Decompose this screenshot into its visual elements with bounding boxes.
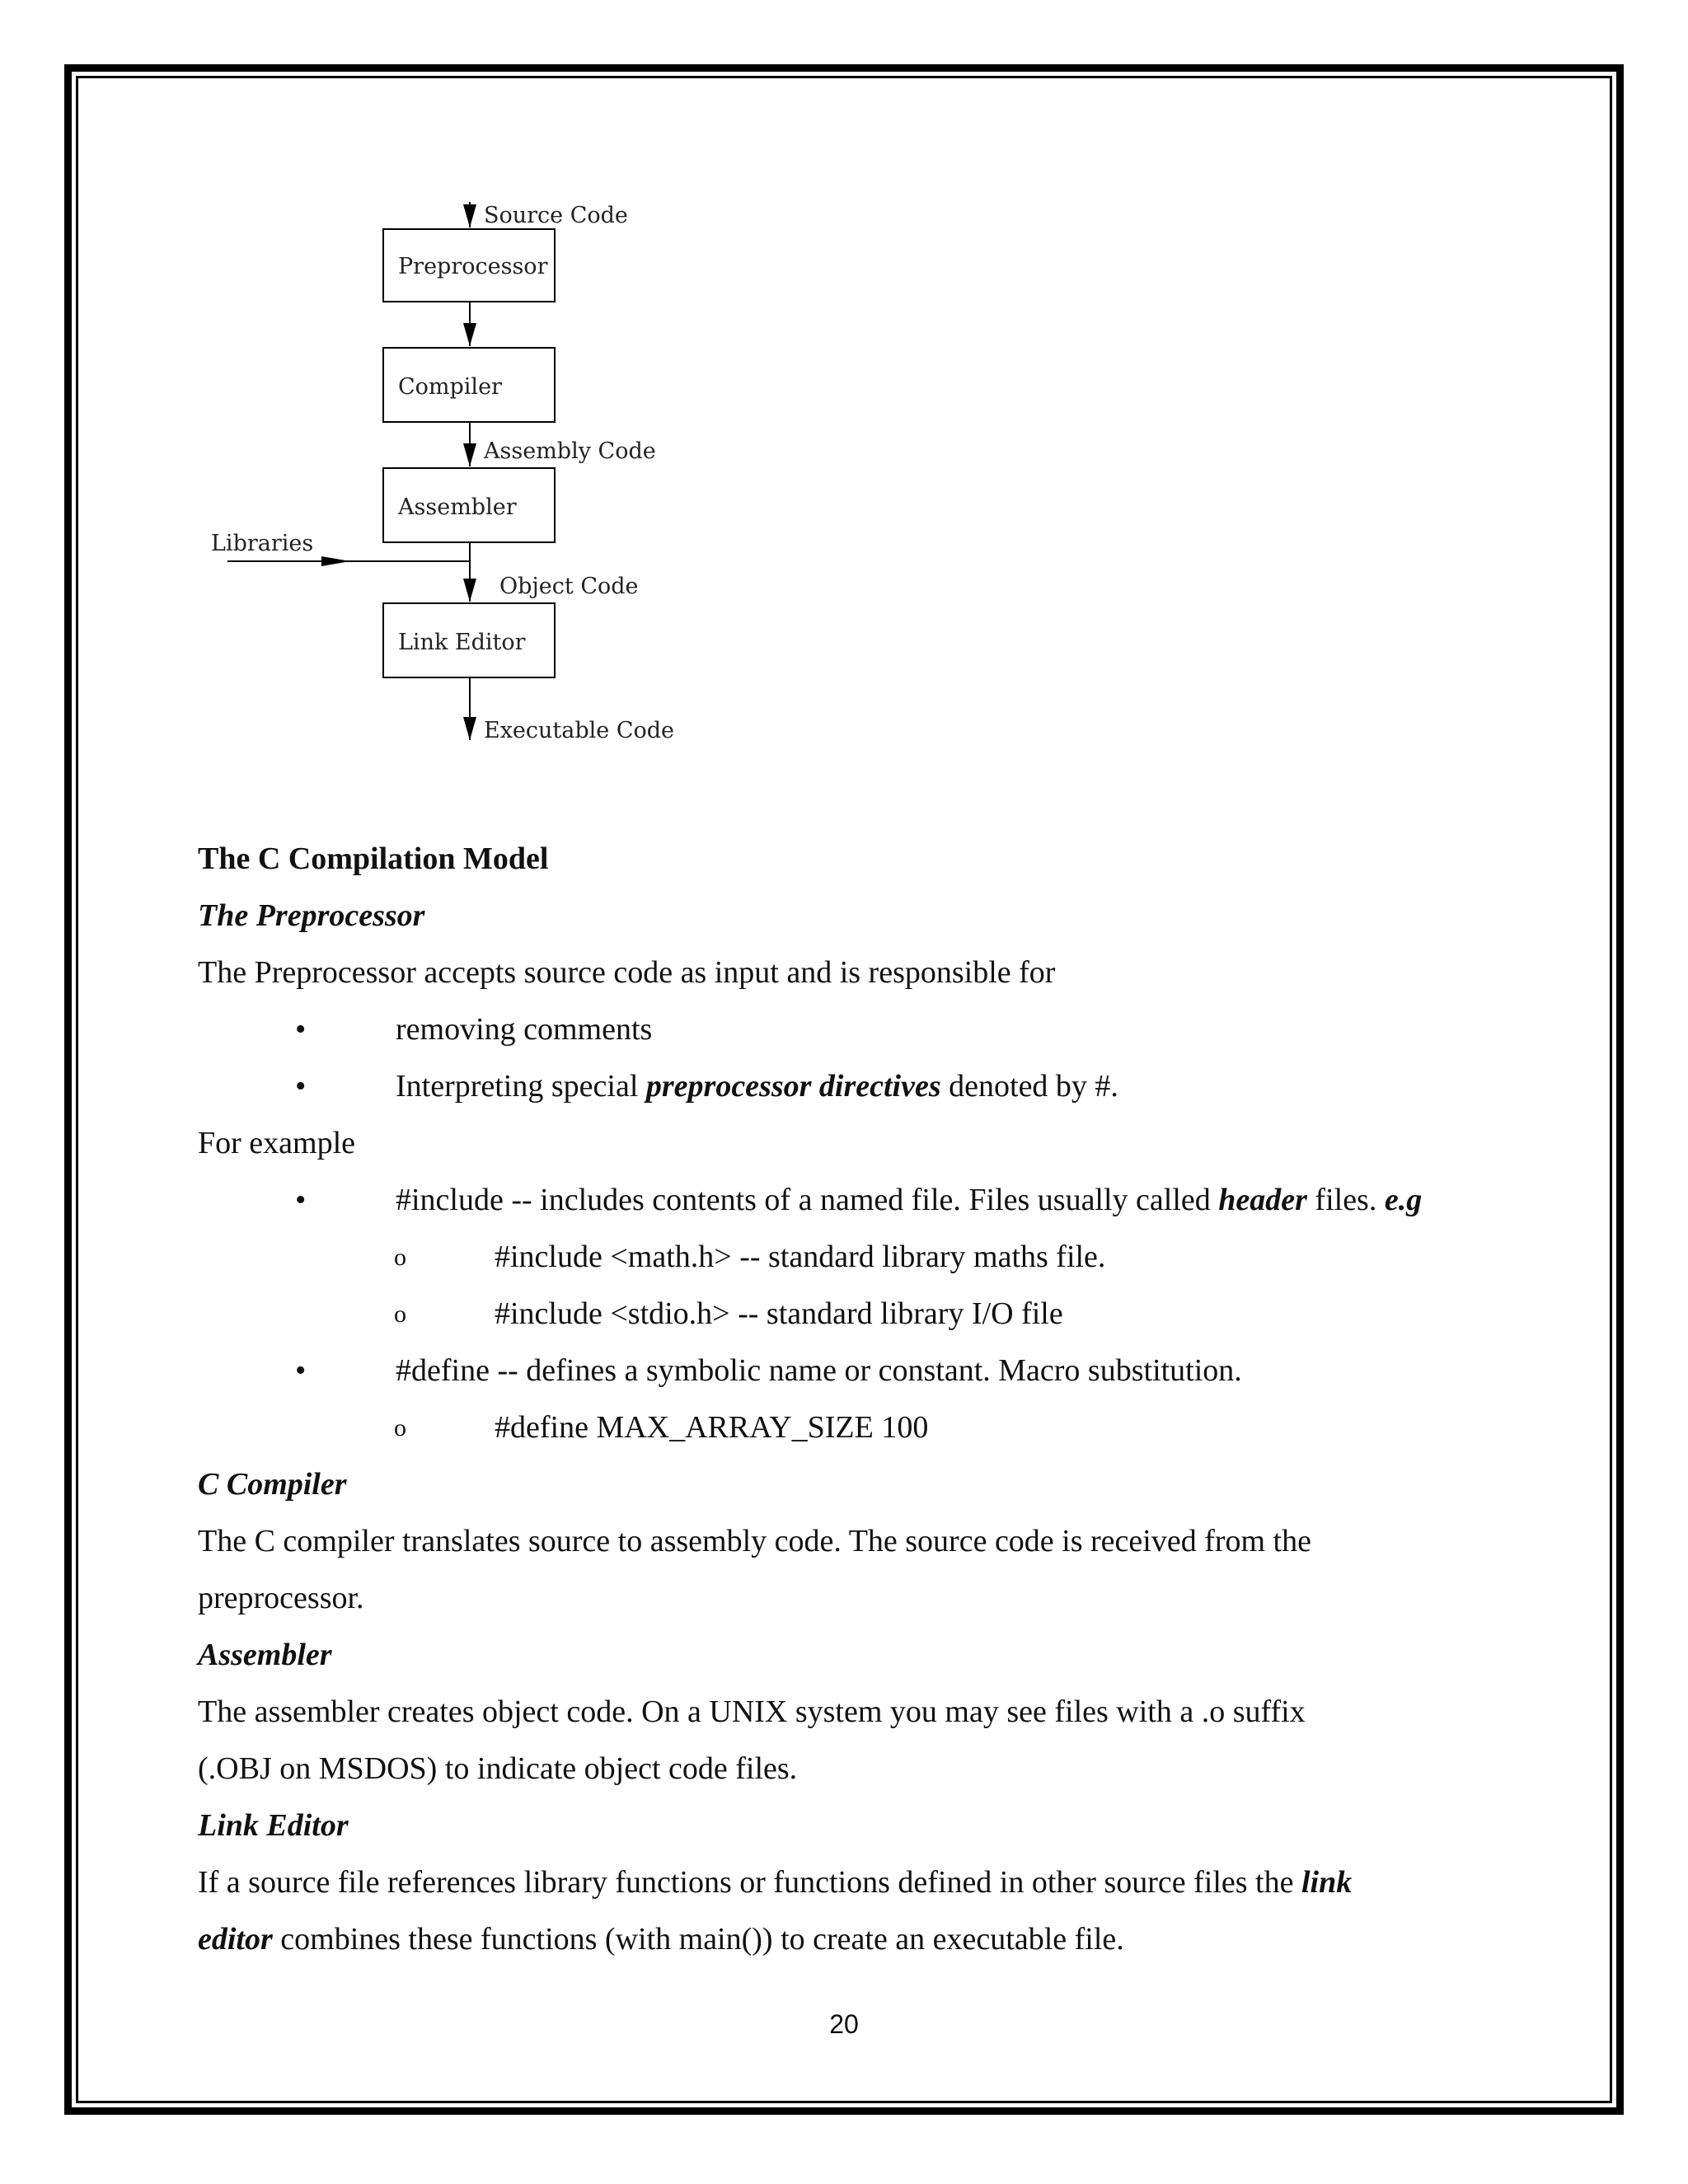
document-body — [198, 831, 1508, 1968]
heading-link-editor: Link Editor — [198, 1808, 349, 1843]
arrow-executable-head — [463, 717, 476, 740]
label-object-code: Object Code — [499, 574, 639, 599]
label-source-code: Source Code — [484, 203, 628, 228]
heading-assembler: Assembler — [198, 1638, 332, 1672]
label-libraries: Libraries — [211, 531, 314, 556]
arrow-comp-asm-head — [463, 443, 476, 466]
emphasis-preprocessor-directives: preprocessor directives — [645, 1069, 941, 1104]
label-assembly-code: Assembly Code — [484, 438, 656, 464]
emphasis-eg: e.g — [1384, 1183, 1423, 1217]
arrow-asm-link-head — [463, 579, 476, 602]
section-title: The C Compilation Model — [198, 841, 549, 876]
libraries-arrow-head — [321, 556, 350, 566]
c-compiler-text-2: preprocessor. — [198, 1581, 364, 1615]
heading-preprocessor: The Preprocessor — [198, 898, 425, 933]
label-link-editor: Link Editor — [398, 630, 526, 655]
bullet-define: • #define -- defines a symbolic name or constant. Macro substitution. — [198, 1343, 1508, 1399]
emphasis-editor: editor — [198, 1922, 273, 1957]
label-assembler: Assembler — [398, 494, 517, 520]
sub-bullet-define-example: o #define MAX_ARRAY_SIZE 100 — [198, 1399, 1508, 1456]
sub-bullet-marker: o — [394, 1414, 406, 1441]
arrow-source-head — [463, 204, 476, 227]
arrow-pre-comp-head — [463, 323, 476, 346]
preprocessor-intro: The Preprocessor accepts source code as input and is responsible for — [198, 955, 1056, 990]
label-preprocessor: Preprocessor — [398, 254, 548, 279]
emphasis-header: header — [1218, 1183, 1307, 1217]
page-number: 20 — [829, 2009, 859, 2039]
bullet-removing-comments: • removing comments — [198, 1001, 1508, 1058]
c-compiler-text-1: The C compiler translates source to assembly code. The source code is received from the — [198, 1524, 1311, 1558]
bullet-directives: • Interpreting special preprocessor directives denoted by #. — [198, 1058, 1508, 1115]
compilation-flow-diagram — [198, 190, 709, 758]
sub-bullet-stdio: o #include <stdio.h> -- standard library I/O file — [198, 1286, 1508, 1343]
emphasis-link: link — [1301, 1865, 1353, 1900]
bullet-marker: • — [295, 1353, 307, 1388]
sub-bullet-marker: o — [394, 1244, 406, 1271]
sub-bullet-math: o #include <math.h> -- standard library maths file. — [198, 1229, 1508, 1286]
bullet-marker: • — [295, 1012, 307, 1047]
sub-bullet-marker: o — [394, 1301, 406, 1328]
link-editor-text-2: editor combines these functions (with main()) to create an executable file. — [198, 1922, 1124, 1957]
heading-c-compiler: C Compiler — [198, 1467, 347, 1502]
bullet-include: • #include -- includes contents of a named file. Files usually called header files. e.g — [198, 1172, 1508, 1229]
for-example: For example — [198, 1126, 356, 1160]
label-executable-code: Executable Code — [484, 718, 675, 743]
assembler-text-1: The assembler creates object code. On a UNIX system you may see files with a .o suffix — [198, 1694, 1306, 1729]
assembler-text-2: (.OBJ on MSDOS) to indicate object code files. — [198, 1751, 798, 1786]
bullet-marker: • — [295, 1069, 307, 1104]
link-editor-text-1: If a source file references library functions or functions defined in other source files the link — [198, 1865, 1353, 1900]
bullet-marker: • — [295, 1183, 307, 1217]
label-compiler: Compiler — [398, 374, 502, 400]
